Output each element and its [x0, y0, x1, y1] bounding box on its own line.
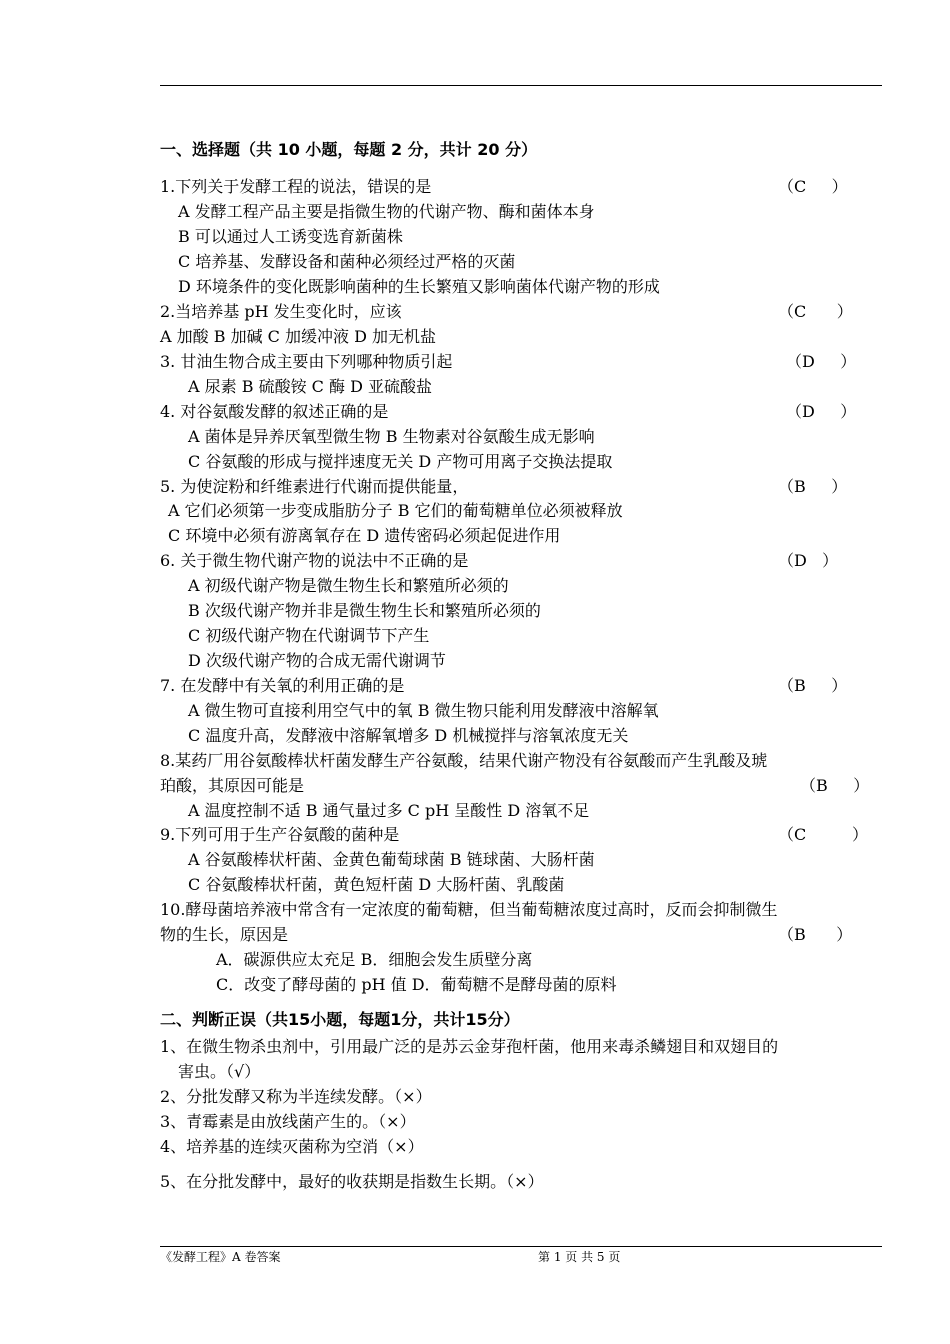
question-3-options: A 尿素 B 硫酸铵 C 酶 D 亚硫酸盐 — [188, 377, 432, 396]
question-7-stem: 7. 在发酵中有关氧的利用正确的是 — [160, 676, 405, 695]
question-6-option-c: C 初级代谢产物在代谢调节下产生 — [188, 626, 430, 645]
question-1-option-b: B 可以通过人工诱变选育新菌株 — [178, 227, 403, 246]
question-5-options-cd: C 环境中必须有游离氧存在 D 遗传密码必须起促进作用 — [168, 526, 561, 545]
question-5-options-ab: A 它们必须第一步变成脂肪分子 B 它们的葡萄糖单位必须被释放 — [168, 501, 623, 520]
section2-heading: 二、判断正误（共15小题，每题1分，共计15分） — [160, 1010, 520, 1029]
answer-7: （B ） — [778, 676, 848, 695]
question-8-stem: 8.某药厂用谷氨酸棒状杆菌发酵生产谷氨酸，结果代谢产物没有谷氨酸而产生乳酸及琥 — [160, 751, 768, 770]
question-4-stem: 4. 对谷氨酸发酵的叙述正确的是 — [160, 402, 389, 421]
question-9-stem: 9.下列可用于生产谷氨酸的菌种是 — [160, 825, 400, 844]
answer-5: （B ） — [778, 477, 848, 496]
question-1-option-a: A 发酵工程产品主要是指微生物的代谢产物、酶和菌体本身 — [178, 202, 595, 221]
question-9-options-cd: C 谷氨酸棒状杆菌，黄色短杆菌 D 大肠杆菌、乳酸菌 — [188, 875, 565, 894]
footer-rule — [160, 1246, 882, 1247]
question-10-stem-cont: 物的生长，原因是 — [160, 925, 289, 944]
question-10-options-cd: C．改变了酵母菌的 pH 值 D．葡萄糖不是酵母菌的原料 — [216, 975, 617, 994]
question-7-options-cd: C 温度升高，发酵液中溶解氧增多 D 机械搅拌与溶氧浓度无关 — [188, 726, 629, 745]
question-8-options: A 温度控制不适 B 通气量过多 C pH 呈酸性 D 溶氧不足 — [188, 801, 590, 820]
question-2-stem: 2.当培养基 pH 发生变化时，应该 — [160, 302, 402, 321]
question-6-option-a: A 初级代谢产物是微生物生长和繁殖所必须的 — [188, 576, 509, 595]
question-10-stem: 10.酵母菌培养液中常含有一定浓度的葡萄糖，但当葡萄糖浓度过高时，反而会抑制微生 — [160, 900, 778, 919]
answer-8: （B ） — [800, 776, 870, 795]
question-4-options-cd: C 谷氨酸的形成与搅拌速度无关 D 产物可用离子交换法提取 — [188, 452, 613, 471]
answer-10: （B ） — [778, 925, 853, 944]
judgment-3: 3、青霉素是由放线菌产生的。（×） — [160, 1112, 416, 1131]
answer-6: （D ） — [778, 551, 839, 570]
question-1-stem: 1.下列关于发酵工程的说法，错误的是 — [160, 177, 432, 196]
answer-3: （D ） — [786, 352, 857, 371]
question-6-option-b: B 次级代谢产物并非是微生物生长和繁殖所必须的 — [188, 601, 541, 620]
question-3-stem: 3. 甘油生物合成主要由下列哪种物质引起 — [160, 352, 453, 371]
question-9-options-ab: A 谷氨酸棒状杆菌、金黄色葡萄球菌 B 链球菌、大肠杆菌 — [188, 850, 595, 869]
answer-4: （D ） — [786, 402, 857, 421]
question-5-stem: 5. 为使淀粉和纤维素进行代谢而提供能量， — [160, 477, 469, 496]
answer-1: （C ） — [778, 177, 848, 196]
footer-title: 《发酵工程》A 卷答案 — [160, 1250, 281, 1264]
section1-heading: 一、选择题（共 10 小题，每题 2 分，共计 20 分） — [160, 140, 538, 159]
question-2-options: A 加酸 B 加碱 C 加缓冲液 D 加无机盐 — [160, 327, 436, 346]
page-number: 第 1 页 共 5 页 — [538, 1250, 621, 1264]
judgment-4: 4、培养基的连续灭菌称为空消（×） — [160, 1137, 424, 1156]
question-1-option-d: D 环境条件的变化既影响菌种的生长繁殖又影响菌体代谢产物的形成 — [178, 277, 660, 296]
question-7-options-ab: A 微生物可直接利用空气中的氧 B 微生物只能利用发酵液中溶解氧 — [188, 701, 659, 720]
question-6-option-d: D 次级代谢产物的合成无需代谢调节 — [188, 651, 446, 670]
judgment-1-cont: 害虫。（√） — [178, 1062, 261, 1081]
answer-9: （C ） — [778, 825, 869, 844]
judgment-5: 5、在分批发酵中，最好的收获期是指数生长期。（×） — [160, 1172, 544, 1191]
question-8-stem-cont: 珀酸，其原因可能是 — [160, 776, 305, 795]
question-10-options-ab: A．碳源供应太充足 B．细胞会发生质壁分离 — [216, 950, 533, 969]
judgment-2: 2、分批发酵又称为半连续发酵。（×） — [160, 1087, 432, 1106]
question-1-option-c: C 培养基、发酵设备和菌种必须经过严格的灭菌 — [178, 252, 516, 271]
judgment-1: 1、在微生物杀虫剂中，引用最广泛的是苏云金芽孢杆菌，他用来毒杀鳞翅目和双翅目的 — [160, 1037, 779, 1056]
question-4-options-ab: A 菌体是异养厌氧型微生物 B 生物素对谷氨酸生成无影响 — [188, 427, 595, 446]
header-rule — [160, 85, 882, 86]
question-6-stem: 6. 关于微生物代谢产物的说法中不正确的是 — [160, 551, 469, 570]
answer-2: （C ） — [778, 302, 853, 321]
